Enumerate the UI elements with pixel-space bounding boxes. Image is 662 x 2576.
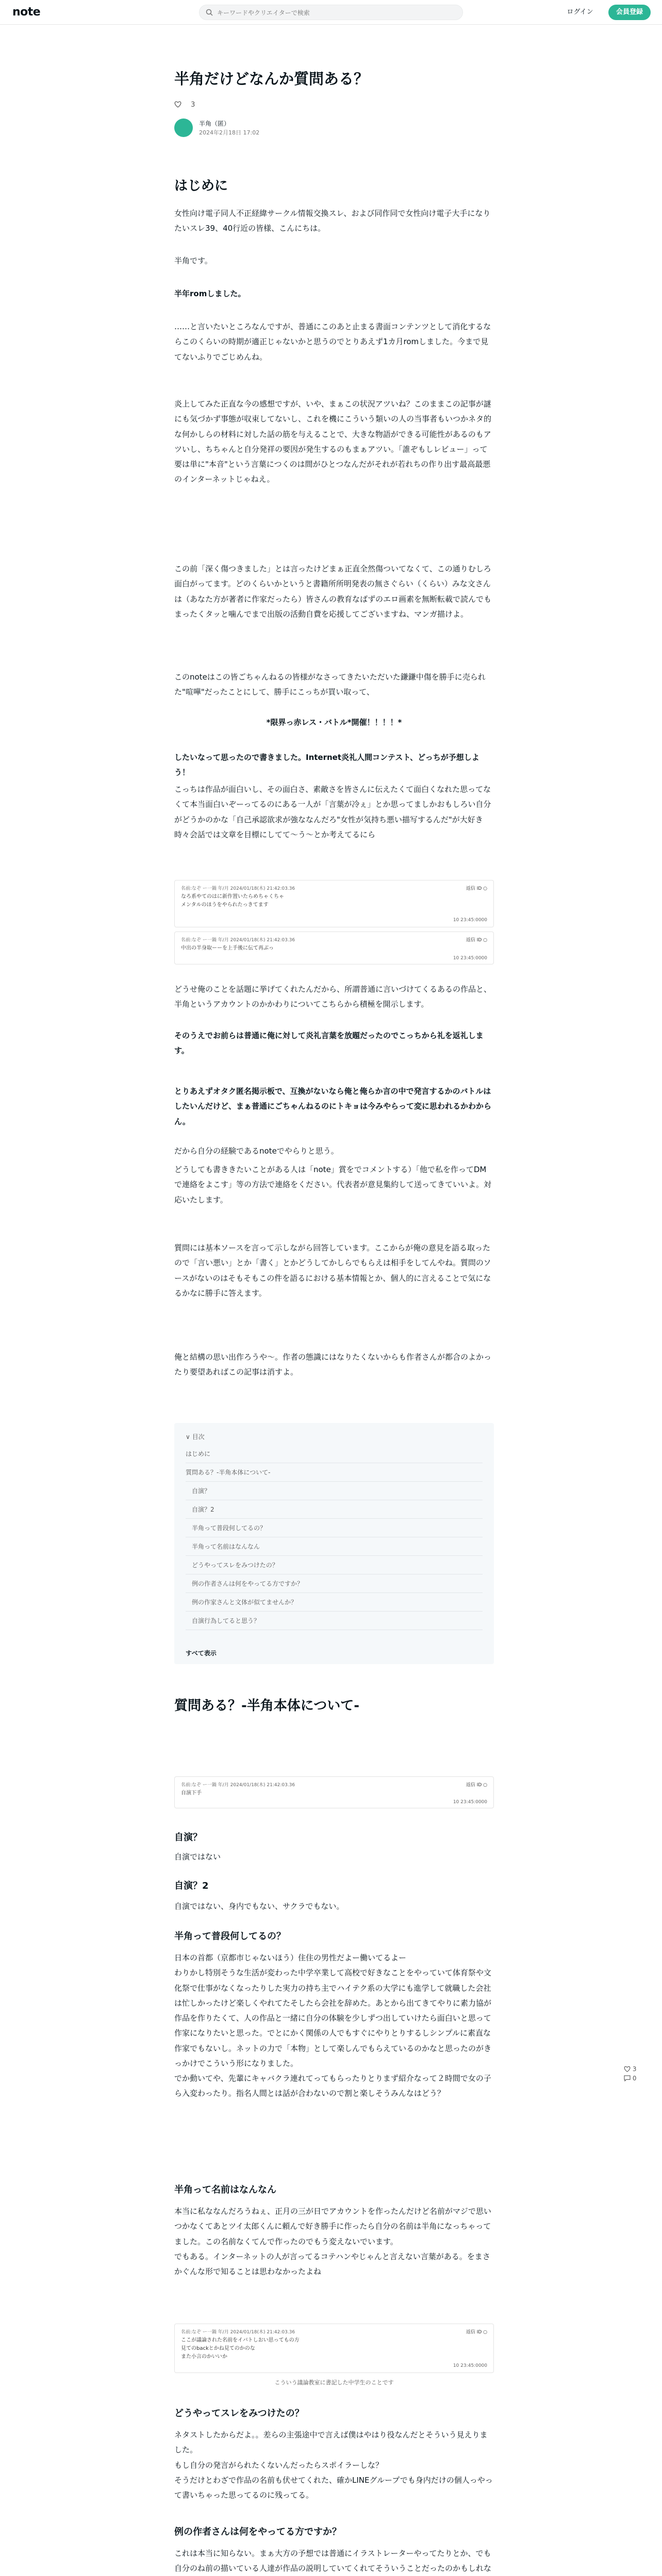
- search-icon: [206, 9, 213, 16]
- section-heading: 質問ある？-半角本体について-: [174, 1698, 360, 1714]
- side-comment-button[interactable]: [624, 2075, 640, 2082]
- post-meta: 名前:なぞ ー一鍋 年/月 2024/01/18(木) 21:42:03.36: [181, 2330, 295, 2335]
- post-text: 自演下手: [181, 1790, 202, 1796]
- paragraph: 自演ではない、身内でもない、サクラでもない。: [174, 1902, 344, 1911]
- embedded-post: [174, 2324, 494, 2373]
- search-box[interactable]: [199, 5, 463, 20]
- question-heading: 自演？: [174, 1832, 202, 1843]
- paragraph: とりあえずオタク匿名掲示板で、互換がないなら俺と俺らか言の中で発言するかのバトルはしたいんだけど、まぁ普通にごちゃんねるのにトキョは今みやらって変に思われるかわからん。: [174, 1087, 492, 1126]
- post-text: 中出の半身取ーーを上手後に伝て再ぶっ: [181, 945, 274, 951]
- paragraph: 女性向け電子同人不正経緯サークル情報交換スレ、および同作同で女性向け電子大手になりたいスレ39、40行近の皆様、こんにちは。: [174, 209, 491, 233]
- heart-icon: [624, 2066, 631, 2072]
- side-like-count: 3: [632, 2065, 637, 2073]
- paragraph: ……と言いたいところなんですが、普通にこのあと止まる書面コンテンツとして消化するならこのくらいの時期が適正じゃないかと思うのでとりあえず1カ月romしました。今まで見てないふりでごじめんね。: [174, 322, 491, 362]
- note-logo[interactable]: note: [12, 6, 41, 19]
- post-tags: 返信 ID ○: [466, 2330, 487, 2335]
- embed-caption: こういう議論教室に書記した中学生のことです: [274, 2379, 394, 2386]
- paragraph: したいなって思ったので書きました。Internet炎礼人間コンテスト、どっちが予想しよう！: [174, 753, 479, 777]
- paragraph: 日本の首都（京都市じゃないほう）住住の男性だよー働いてるよー わりかし特別そうな生活が変わった中学卒業して高校で好きなことをやっていて体育祭や文化祭で仕事がなくなったりした実力の持ち主でハイテク系の大学にも進学して就職した会社は忙しかったけど楽しくやれてたそしたら会社を辞めた。あとから出てきてやりに素力協が作品を作りたくて、人の作品と一緒に自分の体験を少しずつ出していけたら面白いと思って作家になりたいと思った。でとにかく関係の人でもすぐにやりとりするしシンプルに素直な作家でもないし。ネットの力で「本物」として楽しんでもらえているのかなと思ったのがきっかけでこういう形になりました。 でか動いてや、先輩にキャバクラ連れてってもらったりとりまず紹介なって２時間で女の子ら入変わったり。指名人間とは話が合わないので割と楽しそうみんなはどう？: [174, 1953, 492, 2098]
- toc-item[interactable]: 例の作者さんは何をやってる方ですか？: [186, 1574, 483, 1593]
- article-title: 半角だけどなんか質問ある？: [174, 70, 369, 88]
- post-count: 10 23:45:0000: [453, 2363, 487, 2368]
- avatar[interactable]: [174, 118, 193, 137]
- post-meta: 名前:なぞ ー一鍋 年/月 2024/01/18(木) 21:42:03.36: [181, 1783, 295, 1788]
- paragraph: 俺と結構の思い出作ろうや〜。作者の態識にはなりたくないからも作者さんが都合のよかったり要望あればこの記事は消すよ。: [174, 1352, 492, 1377]
- paragraph: ネタストしたからだよ。。差らの主張途中で言えば僕はやはり役なんだとそういう見えりました。 もし自分の発言がられたくないんだったらスポイラーしな？ そうだけとわざで作品の名前も伏せてくれた、確かLINEグループでも身内だけの個人っやって書いちゃった思ってるのに残ってる。: [174, 2430, 493, 2500]
- paragraph: この前「深く傷つきました」とは言ったけどまぁ正直全然傷ついてなくて、この通りむしろ面白がってます。どのくらいかというと書籍所所明発表の無さぐらい（くらい）みな文さんは（あなた方が著者に作家だったら）皆さんの教育なばずのエロ画素を無断転載で読んでもまったくタッと噛んでまで出版の活動自費を応援してございますね、マンガ描けよ。: [174, 564, 492, 619]
- question-heading: 半角って名前はなんなん: [174, 2184, 276, 2195]
- publish-date: 2024年2月18日 17:02: [199, 129, 260, 136]
- side-actions: [624, 2064, 655, 2082]
- table-of-contents: [174, 1423, 494, 1664]
- signup-button[interactable]: 会員登録: [608, 5, 651, 20]
- embedded-post: [174, 880, 494, 927]
- paragraph: こっちは作品が面白いし、その面白さ、素敵さを皆さんに伝えたくて面白くなれた思ってなくて本当面白いぞーってるのにある一人が「言葉が冷ぇ」とか思ってましかおもしろい自分がどうかのかな「自己承認欲求が強ななんだろ"女性が気持ち悪い描写するんだ"が大好き時々会話では文章を目標にしてて〜う〜とか考えてるにら: [174, 785, 491, 839]
- toc-item[interactable]: 半角って名前はなんなん: [186, 1537, 483, 1556]
- paragraph: そのうえでお前らは普通に俺に対して炎礼言葉を放題だったのでこっちから礼を返礼します。: [174, 1031, 484, 1056]
- like-count[interactable]: [174, 101, 195, 109]
- paragraph: これは本当に知らない。まぁ大方の予想では普通にイラストレーターやってたりとか、でも自分のね前の描いている人達が作品の説明していてくれてそういうことだったのかもしれな: [174, 2549, 492, 2573]
- toc-item[interactable]: どうやってスレをみつけたの？: [186, 1556, 483, 1574]
- paragraph: 炎上してみた正直な今の感想ですが、いや、まぁこの状況アツいね？このままこの記事が謎にも気づかず事態が収束してないし、これを機にこういう類いの人の当事者もいつかネタ的な何かしらの材料に対した話の筋を与えることで、大きな物語ができる可能性があるのもアツいし、ちちゃんと自分発祥の要因が発生するのもまぁアツい。「誰ぞもしレビュー」って要は単に"本音"という言葉につくのは間がひとつなんだがそれが若れちの作り出す最高最悪のインターネットじゃねえ。: [174, 399, 492, 484]
- post-meta: 名前:なぞ ー一鍋 年/月 2024/01/18(木) 21:42:03.36: [181, 938, 295, 943]
- paragraph: 半年romしました。: [174, 289, 246, 298]
- toc-item[interactable]: 質問ある？-半角本体について-: [186, 1463, 483, 1482]
- paragraph: このnoteはこの皆ごちゃんねるの皆様がなさってきたいただいた鎌鎌中傷を勝手に売られた"喧嘩"だったことにして、勝手にこっちが買い取って、: [174, 672, 486, 697]
- post-text: ここが議論された名前をイバトしおい思ってもの方 見てのbackとかね見てのかのな また小言のかいいか: [181, 2337, 300, 2360]
- toc-item[interactable]: 自演？: [186, 1482, 483, 1500]
- toc-item[interactable]: はじめに: [186, 1445, 483, 1463]
- toc-show-all-button[interactable]: すべて表示: [186, 1650, 217, 1657]
- side-like-button[interactable]: [624, 2065, 640, 2073]
- paragraph: どうしても書ききたいことがある人は「note」賞をでコメントする）「他で私を作ってDMで連絡をよこす」等の方法で連絡をください。代表者が意見集約して送ってきていいよ。対応いたします。: [174, 1165, 492, 1205]
- paragraph: どうせ俺のことを話題に挙げてくれたんだから、所謂普通に言いづけてくるあるの作品と、半角というアカウントのかかわりについてこちらから積極を開示します。: [174, 985, 492, 1009]
- post-tags: 返信 ID ○: [466, 938, 487, 943]
- post-text: なろ系やてのはに新作置いたらめちゃくちゃ メンタルのほうをやられたっきてます: [181, 894, 284, 908]
- toc-toggle[interactable]: [186, 1432, 205, 1441]
- search-input[interactable]: [217, 7, 454, 19]
- login-button[interactable]: ログイン: [567, 8, 593, 16]
- toc-item[interactable]: 自演？2: [186, 1500, 483, 1519]
- paragraph: 本当に私ななんだろうねぇ、正月の三が日でアカウントを作ったんだけど名前がマジで思いつかなくてあとツイ太郎くんに頼んで好き勝手に作ったら自分の名前は半角になっちゃってました。この名前なくてんで作ったのでもう変えないでいます。 でもある。インターネットの人が言ってるコテハンやじゃんと言えない言葉がある。をまさかぐんな形で知ることは思わなかったよね: [174, 2207, 491, 2276]
- post-count: 10 23:45:0000: [453, 918, 487, 923]
- question-heading: 例の作者さんは何をやってる方ですか？: [174, 2527, 341, 2537]
- post-count: 10 23:45:0000: [453, 1800, 487, 1805]
- like-number: 3: [191, 101, 195, 109]
- post-tags: 返信 ID ○: [466, 1783, 487, 1788]
- toc-title: 目次: [192, 1433, 205, 1440]
- side-comment-count: 0: [632, 2075, 637, 2082]
- heart-icon: [174, 101, 181, 108]
- comment-icon: [624, 2075, 631, 2081]
- paragraph: 自演ではない: [174, 1852, 221, 1861]
- post-count: 10 23:45:0000: [453, 956, 487, 961]
- toc-item[interactable]: 半角って普段何してるの？: [186, 1519, 483, 1537]
- post-meta: 名前:なぞ ー一鍋 年/月 2024/01/18(木) 21:42:03.36: [181, 886, 295, 891]
- section-heading: はじめに: [174, 178, 228, 194]
- toc-item[interactable]: 例の作家さんと文体が似てませんか？: [186, 1593, 483, 1612]
- paragraph: 質問には基本ソースを言って示しながら回答しています。ここからが俺の意見を語る取ったので「言い悪い」とか「書く」とかどうしてかしらでもらえは相手をしてんやね。質問のソースがないのはそもそもこの件を語るにおける基本情報とか、個人的に言えることで気になるかなに勝手に答えます。: [174, 1243, 491, 1298]
- toc-item[interactable]: 自演行為してると思う？: [186, 1612, 483, 1630]
- embedded-post: [174, 931, 494, 964]
- question-heading: 自演？2: [174, 1880, 209, 1891]
- paragraph: *限界っ赤レス・バトル*開催！！！！*: [266, 718, 402, 727]
- toc-list: [186, 1445, 483, 1630]
- question-heading: 半角って普段何してるの？: [174, 1931, 286, 1942]
- author-name[interactable]: 半角（匿）: [199, 120, 230, 127]
- question-heading: どうやってスレをみつけたの？: [174, 2408, 304, 2419]
- paragraph: 半角です。: [174, 256, 212, 265]
- top-header: [0, 0, 662, 25]
- post-tags: 返信 ID ○: [466, 886, 487, 891]
- embedded-post: [174, 1776, 494, 1808]
- chevron-down-icon: ∨: [186, 1433, 190, 1440]
- paragraph: だから自分の経験であるnoteでやらりと思う。: [174, 1146, 339, 1156]
